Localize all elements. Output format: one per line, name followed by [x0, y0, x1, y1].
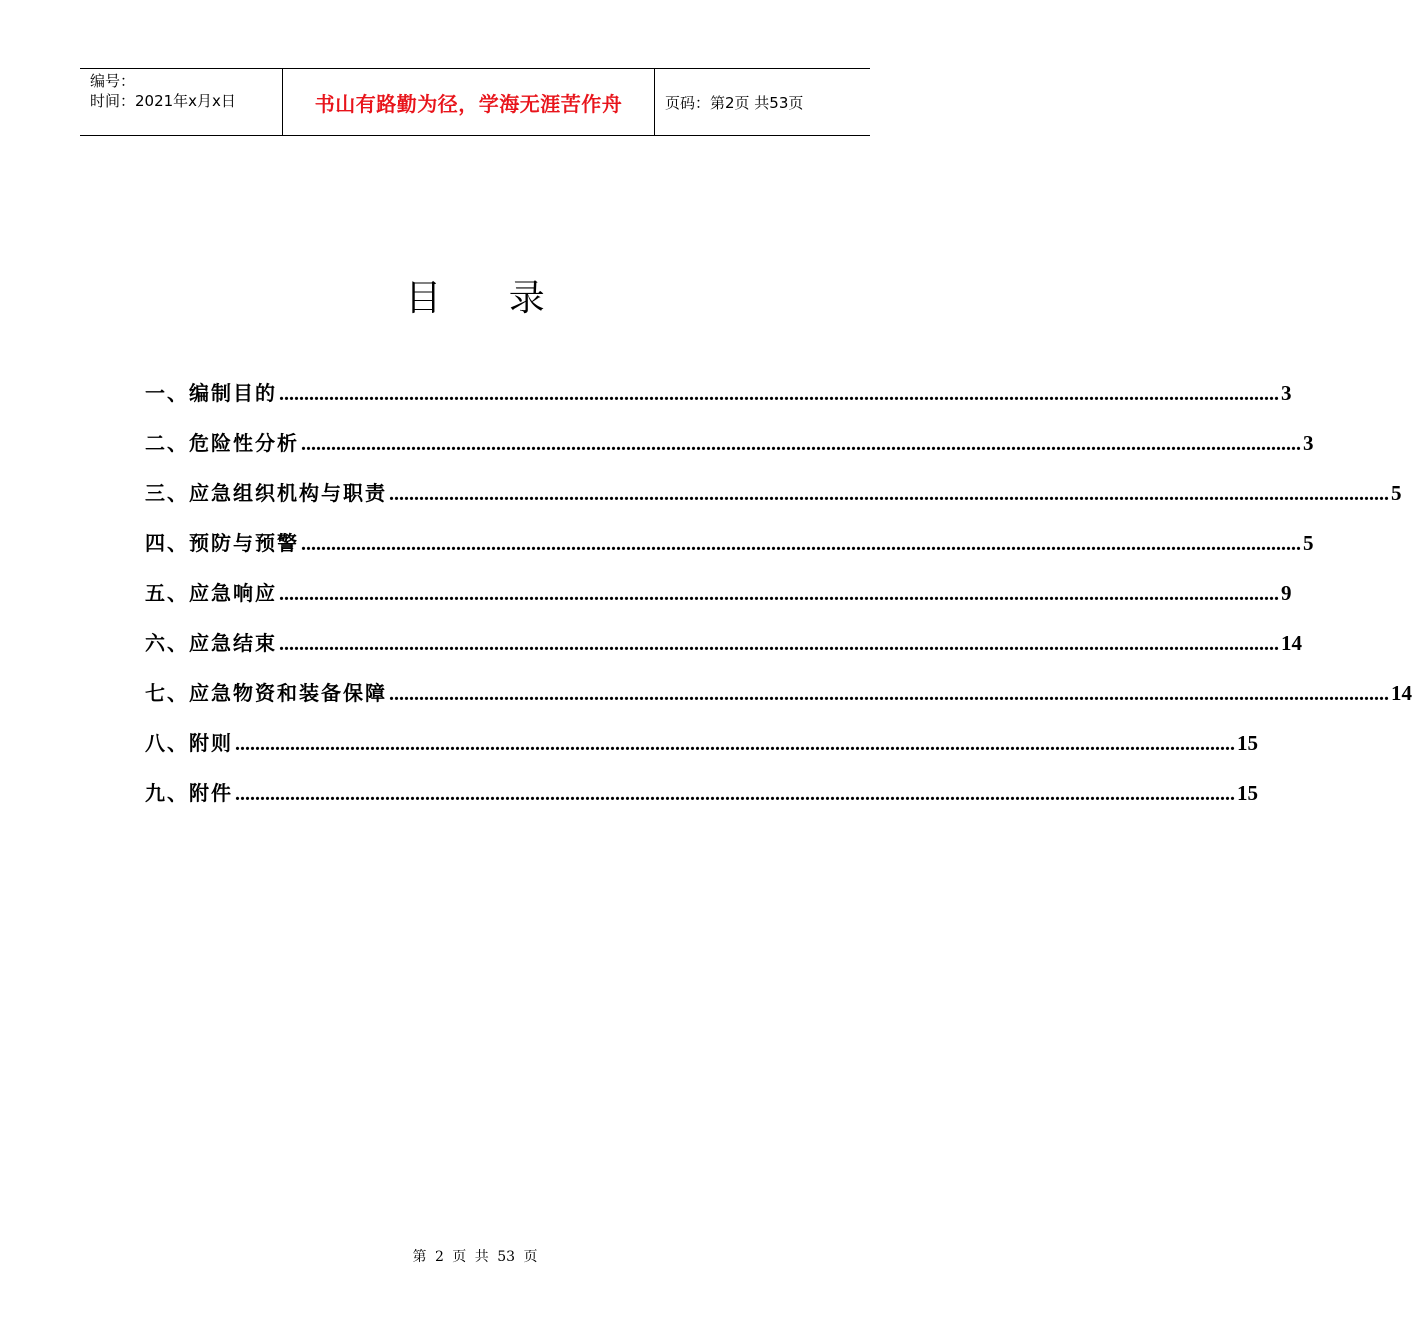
- toc-leader-dots: ........................................................................................................................................................................................................: [279, 633, 1279, 655]
- toc-entry[interactable]: [145, 578, 1292, 628]
- page-header: [80, 68, 870, 136]
- toc-entry-label: 二、危险性分析: [145, 431, 299, 455]
- toc-leader-dots: ........................................................................................................................................................................................................: [389, 683, 1389, 705]
- document-time-label: 时间：2021年x月x日: [90, 92, 236, 110]
- toc-leader-dots: ........................................................................................................................................................................................................: [301, 433, 1301, 455]
- toc-entry-label: 一、编制目的: [145, 381, 277, 405]
- toc-entry-page: 5: [1303, 531, 1314, 555]
- toc-title: 目 录: [405, 278, 573, 319]
- toc-entry-page: 3: [1303, 431, 1314, 455]
- toc-leader-dots: ........................................................................................................................................................................................................: [389, 483, 1389, 505]
- toc-entry-label: 九、附件: [145, 781, 233, 805]
- header-page-label: 页码：第2页 共53页: [665, 93, 804, 112]
- page-footer: 第 2 页 共 53 页: [412, 1249, 538, 1265]
- toc-leader-dots: ........................................................................................................................................................................................................: [279, 383, 1279, 405]
- toc-entry[interactable]: [145, 628, 1302, 678]
- toc-entry[interactable]: [145, 778, 1258, 828]
- document-number-label: 编号：: [90, 72, 136, 90]
- toc-entry-label: 七、应急物资和装备保障: [145, 681, 387, 705]
- header-meta: [80, 69, 282, 135]
- toc-entry-label: 六、应急结束: [145, 631, 277, 655]
- toc-entry-page: 15: [1237, 781, 1258, 805]
- toc-entry-page: 14: [1391, 681, 1412, 705]
- toc-leader-dots: ........................................................................................................................................................................................................: [279, 583, 1279, 605]
- toc-entry[interactable]: [145, 478, 1402, 528]
- toc-entry[interactable]: [145, 428, 1314, 478]
- toc-entry-label: 五、应急响应: [145, 581, 277, 605]
- toc-entry-page: 15: [1237, 731, 1258, 755]
- toc-entry[interactable]: [145, 378, 1292, 428]
- toc-entry-page: 9: [1281, 581, 1292, 605]
- toc-leader-dots: ........................................................................................................................................................................................................: [235, 733, 1235, 755]
- toc-entry-page: 14: [1281, 631, 1302, 655]
- toc-entry-page: 3: [1281, 381, 1292, 405]
- toc-entry-label: 三、应急组织机构与职责: [145, 481, 387, 505]
- toc-entry-label: 四、预防与预警: [145, 531, 299, 555]
- toc-entry[interactable]: [145, 728, 1258, 778]
- toc-leader-dots: ........................................................................................................................................................................................................: [235, 783, 1235, 805]
- toc-entry-page: 5: [1391, 481, 1402, 505]
- toc-entry[interactable]: [145, 528, 1314, 578]
- table-of-contents: [145, 378, 1412, 828]
- toc-entry-label: 八、附则: [145, 731, 233, 755]
- toc-leader-dots: ........................................................................................................................................................................................................: [301, 533, 1301, 555]
- header-motto: 书山有路勤为径，学海无涯苦作舟: [282, 69, 655, 135]
- toc-entry[interactable]: [145, 678, 1412, 728]
